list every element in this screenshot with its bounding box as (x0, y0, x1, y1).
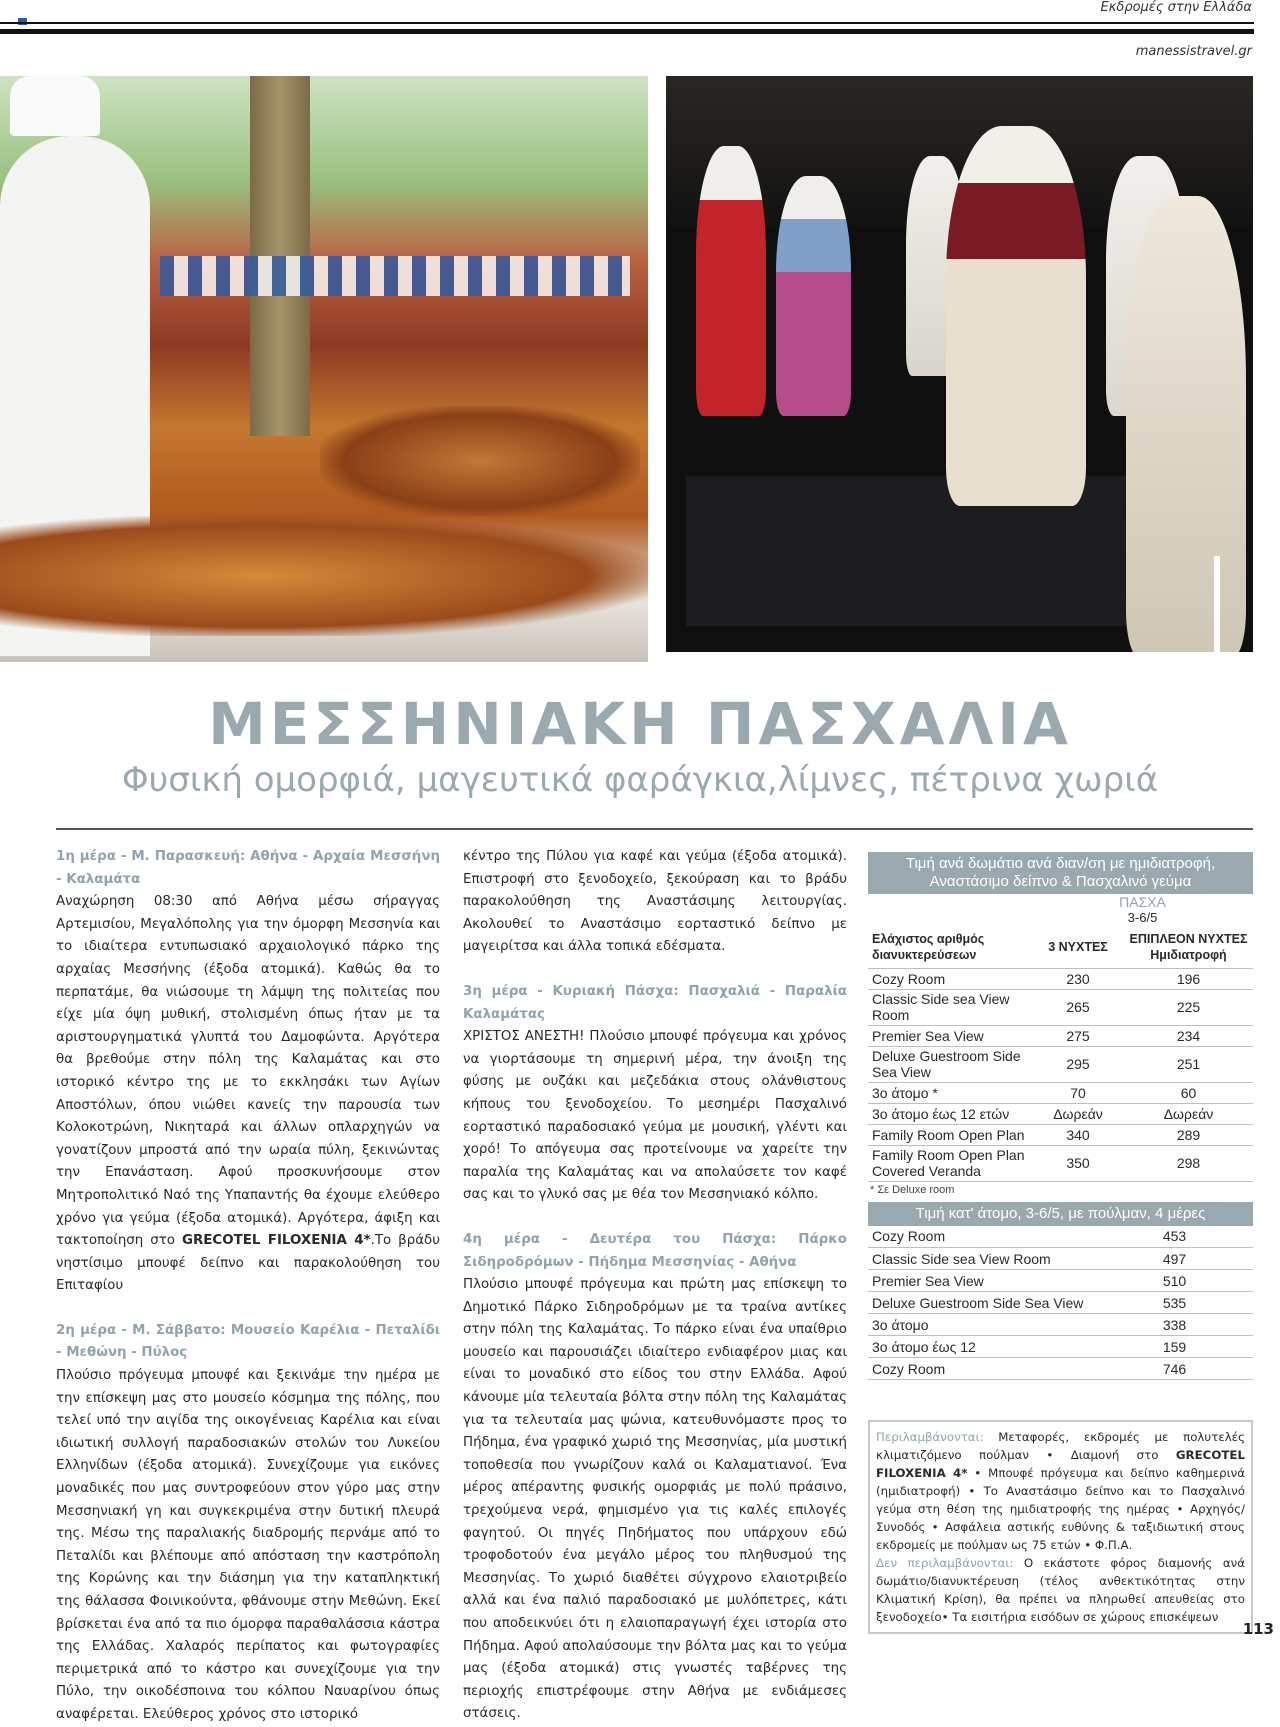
price-cell: 289 (1124, 1124, 1253, 1145)
table-row (868, 1124, 1253, 1145)
itinerary-column-1 (56, 846, 440, 1727)
column-header-min-nights: Ελάχιστος αριθμός διανυκτερεύσεων (868, 926, 1032, 968)
header-rule-thick (0, 29, 1254, 34)
page-subtitle: Φυσική ομορφιά, μαγευτικά φαράγκια,λίμνες, πέτρινα χωριά (121, 760, 1159, 800)
table-row (868, 1314, 1253, 1336)
included-hotel: GRECOTEL FILOXENIA 4* (876, 1448, 1245, 1480)
day-1-heading: 1η μέρα - Μ. Παρασκευή: Αθήνα - Αρχαία Μεσσήνη - Καλαμάτα (56, 849, 440, 887)
price-table-1 (868, 894, 1253, 1182)
price-cell: 510 (1096, 1270, 1253, 1292)
price-cell: 298 (1124, 1145, 1253, 1181)
room-type-cell: 3ο άτομο έως 12 ετών (868, 1103, 1032, 1124)
price-cell: 275 (1032, 1025, 1124, 1046)
room-type-cell: Cozy Room (868, 968, 1032, 989)
price-cell: 497 (1096, 1248, 1253, 1270)
price-cell: 234 (1124, 1025, 1253, 1046)
costume-figure-red (696, 146, 766, 416)
price-cell: 70 (1032, 1082, 1124, 1103)
room-type-cell: 3ο άτομο έως 12 (868, 1336, 1096, 1358)
price-cell: 265 (1032, 989, 1124, 1025)
room-type-cell: Deluxe Guestroom Side Sea View (868, 1292, 1096, 1314)
price-cell: 295 (1032, 1046, 1124, 1082)
included-label: Περιλαμβάνονται: (876, 1430, 984, 1444)
price-table-2 (868, 1226, 1253, 1381)
table-row (868, 1046, 1253, 1082)
price-cell: 340 (1032, 1124, 1124, 1145)
site-url[interactable]: manessistravel.gr (1135, 44, 1252, 59)
price-cell: 350 (1032, 1145, 1124, 1181)
day-1-text-a: Αναχώρηση 08:30 από Αθήνα μέσω σήραγγας Αρτεμισίου, Μεγαλόπολης για την όμορφη Μεσσηνία και το ιδιαίτερα εντυπωσιακό αρχαιολογικό πάρκο της αρχαίας Μεσσήνης (έξοδα ατομικά). Καθώς θα το περπατάμε, θα νιώσουμε τη λάμψη της πολιτείας που είχε μία όψη μυθική, στολισμένη όπως ήταν με τα αριστουργηματικά γλυπτά του Δαμοφώντα. Αργότερα θα βρεθούμε στην πόλη της Καλαμάτας και στο ιστορικό κέντρο της με το εκκλησάκι των Αγίων Αποστόλων, όπου νιώθει κανείς την παρουσία των Κολοκοτρώνη, Νικηταρά και άλλων οπλαρχηγών να γονατίζουν μπροστά από την ωραία πύλη, ξεκινώντας την Επανάσταση. Αφού προσκυνήσουμε στον Μητροπολιτικό Ναό της Υπαπαντής θα έχουμε ελεύθερο χρόνο για γεύμα (έξοδα ατομικά). Αργότερα, άφιξη και τακτοποίηση στο (56, 894, 440, 1249)
room-type-cell: Premier Sea View (868, 1270, 1096, 1292)
excluded-label: Δεν περιλαμβάνονται: (876, 1556, 1014, 1570)
table-row (868, 1103, 1253, 1124)
room-type-cell: Deluxe Guestroom Side Sea View (868, 1046, 1032, 1082)
section-title: Εκδρομές στην Ελλάδα (1100, 0, 1252, 15)
period-dates: 3-6/5 (1127, 910, 1158, 925)
day-4-text: Πλούσιο μπουφέ πρόγευμα και πρώτη μας επίσκεψη το Δημοτικό Πάρκο Σιδηροδρόμων με τα τραίνα αντίκες στην πόλη της Καλαμάτας. Το πάρκο είναι ένα υπαίθριο μουσείο και παρουσιάζει ιδιαίτερο ενδιαφέρον μιας και είναι το μοναδικό στο είδος του στην Ελλάδα. Αφού κάνουμε μία τελευταία βόλτα στην πόλη της Καλαμάτας για τα τελευταία μας ψώνια, κατευθυνόμαστε προς το Πήδημα, ένα γραφικό χωριό της Μεσσηνίας, μία μυστική τοποθεσία που γνωρίζουν καλά οι Καλαματιανοί. Ένα μέρος απέραντης φυσικής ομορφιάς με πολύ πράσινο, τρεχούμενα νερά, φημισμένο για τις καλές επιλογές φαγητού. Οι πηγές Πηδήματος που υπάρχουν εδώ τροφοδοτούν ένα μεγάλο μέρος του πληθυσμού της Μεσσηνίας. Το χωριό διαθέτει σύγχρονο ελαιοτριβείο αλλά και ένα παλιό παραδοσιακό με μυλόπετρες, κάτι που αποδεικνύει ότι η ελαιοπαραγωγή έχει ιστορία στο Πήδημα. Αφού απολαύσουμε την βόλτα μας και το γεύμα μας (έξοδα ατομικά) στις γνωστές ταβέρνες της περιοχής επιστρέφουμε στην Αθήνα με ενδιάμεσες στάσεις. (463, 1277, 847, 1722)
roast-lamb-shape (0, 516, 648, 636)
room-type-cell: Premier Sea View (868, 1025, 1032, 1046)
price-cell: 746 (1096, 1358, 1253, 1380)
room-type-cell: 3ο άτομο (868, 1314, 1096, 1336)
table-footnote: * Σε Deluxe room (870, 1183, 955, 1196)
page-header (0, 0, 1280, 40)
included-box (868, 1420, 1253, 1634)
column-header-3-nights: 3 ΝΥΧΤΕΣ (1032, 926, 1124, 968)
day-2-text-continued: κέντρο της Πύλου για καφέ και γεύμα (έξοδα ατομικά). Επιστροφή στο ξενοδοχείο, ξεκούραση και το βράδυ παρακολούθηση της Αναστάσιμης λειτουργίας. Ακολουθεί το Αναστάσιμο εορταστικό δείπνο με μαγειρίτσα και άλλα τοπικά εδέσματα. (463, 849, 847, 955)
header-rule-thin (0, 22, 1254, 24)
section-divider (56, 828, 1253, 830)
room-type-cell: Classic Side sea View Room (868, 989, 1032, 1025)
table-header-row (868, 894, 1253, 910)
photo-easter-lamb-roast (0, 76, 648, 662)
day-2-heading: 2η μέρα - Μ. Σάββατο: Μουσείο Καρέλια - Πεταλίδι - Μεθώνη - Πύλος (56, 1322, 440, 1361)
day-4-heading: 4η μέρα - Δευτέρα του Πάσχα: Πάρκο Σιδηροδρόμων - Πήδημα Μεσσηνίας - Αθήνα (463, 1231, 847, 1270)
price-table-2-title: Τιμή κατ' άτομο, 3-6/5, με πούλμαν, 4 μέρες (868, 1202, 1253, 1226)
day-1-hotel: GRECOTEL FILOXENIA 4* (181, 1233, 371, 1249)
price-cell: Δωρεάν (1124, 1103, 1253, 1124)
price-cell: 230 (1032, 968, 1124, 989)
price-cell: 251 (1124, 1046, 1253, 1082)
table-header-row (868, 910, 1253, 926)
room-type-cell: Family Room Open Plan (868, 1124, 1032, 1145)
table-row (868, 1082, 1253, 1103)
day-1-text (56, 891, 440, 1298)
photo-frame-bar (1214, 556, 1220, 652)
room-type-cell: Cozy Room (868, 1358, 1096, 1380)
price-cell: 60 (1124, 1082, 1253, 1103)
price-table-1-title: Τιμή ανά δωμάτιο ανά διαν/ση με ημιδιατροφή, Αναστάσιμο δείπνο & Πασχαλινό γεύμα (868, 852, 1253, 894)
photo-frame-bar (666, 652, 1253, 662)
room-type-cell: 3ο άτομο * (868, 1082, 1032, 1103)
costume-figure-wedding (1126, 196, 1246, 656)
included-text-a: Μεταφορές, εκδρομές με πολυτελές κλιματιζόμενο πούλμαν • Διαμονή στο (876, 1430, 1245, 1462)
table-header-row (868, 926, 1253, 968)
price-cell: 338 (1096, 1314, 1253, 1336)
day-3-text: ΧΡΙΣΤΟΣ ΑΝΕΣΤΗ! Πλούσιο μπουφέ πρόγευμα και χρόνος να γιορτάσουμε τη σημερινή μέρα, την άνοιξη της φύσης με ουζάκι και μεζεδάκια στους ολάνθιστους κήπους του ξενοδοχείου. Το μεσημέρι Πασχαλινό εορταστικό παραδοσιακό γεύμα με μουσική, γλέντι και χορό! Το απόγευμα σας προτείνουμε να χαρείτε την παραλία της Καλαμάτας και να απολαύσετε τον καφέ σας και το γλυκό σας με θέα τον Μεσσηνιακό κόλπο. (463, 1029, 847, 1203)
room-type-cell: Cozy Room (868, 1226, 1096, 1248)
excluded-text: Ο εκάστοτε φόρος διαμονής ανά δωμάτιο/διανυκτέρευση (τέλος ανθεκτικότητας στην Κλιματική Κρίση), θα πρέπει να πληρωθεί απευθείας στο ξενοδοχείο• Τα εισιτήρια εισόδων σε χώρους επισκέψεων (876, 1556, 1246, 1624)
room-type-cell: Family Room Open Plan Covered Veranda (868, 1145, 1032, 1181)
page-title: ΜΕΣΣΗΝΙΑΚΗ ΠΑΣΧΑΛΙΑ (208, 690, 1072, 758)
table-row (868, 1336, 1253, 1358)
table-row (868, 1358, 1253, 1380)
itinerary-column-2 (463, 846, 847, 1726)
bunting-flags-shape (160, 256, 630, 296)
day-3-heading: 3η μέρα - Κυριακή Πάσχα: Πασχαλιά - Παραλία Καλαμάτας (463, 983, 847, 1022)
table-row (868, 1292, 1253, 1314)
costume-figure-pink (776, 176, 851, 416)
roast-lamb-shape (320, 406, 640, 516)
day-1-text-b: .Το βράδυ νηστίσιμο μπουφέ δείπνο και παρακολούθηση του Επιταφίου (56, 1233, 440, 1294)
price-cell: 159 (1096, 1336, 1253, 1358)
day-2-text: Πλούσιο πρόγευμα μπουφέ και ξεκινάμε την ημέρα με την επίσκεψη μας στο μουσείο κόσμημα της πόλης, που τελεί υπό την αιγίδα της οικογένειας Καρέλια και είναι ιδιωτική συλλογή παραδοσιακών στολών του Λυκείου Ελληνίδων (έξοδα ατομικά). Συνεχίζουμε για εικόνες μοναδικές που μας συντροφεύουν στον γύρο μας στην Μεσσηνιακή γη και συγκεκριμένα στην δυτική πλευρά της. Μέσω της παραλιακής διαδρομής περνάμε από το Πεταλίδι και βλέπουμε από απόσταση την καστρόπολη της Κορώνης και την διάσημη για την καταπληκτική της θάλασσα Φοινικούντα, φθάνουμε στην Μεθώνη. Εκεί βρίσκεται ένα από τα πιο όμορφα παραθαλάσσια κάστρα της Ελλάδας. Χαλαρός περίπατος και φωτογραφίες περιμετρικά από το κάστρο και συνεχίζουμε για την Πύλο, την οικοδέσποινα του κόλπου Ναυαρίνου όπως αναφέρεται. Ελεύθερος χρόνος στο ιστορικό (56, 1368, 440, 1722)
price-cell: 225 (1124, 989, 1253, 1025)
table-row (868, 1025, 1253, 1046)
costume-figure-bridal (946, 126, 1086, 506)
table-row (868, 1270, 1253, 1292)
table-row (868, 1248, 1253, 1270)
table-row (868, 968, 1253, 989)
price-cell: 196 (1124, 968, 1253, 989)
page-number: 113 (1242, 1620, 1274, 1638)
price-cell: 535 (1096, 1292, 1253, 1314)
table-row (868, 1226, 1253, 1248)
room-type-cell: Classic Side sea View Room (868, 1248, 1096, 1270)
period-label: ΠΑΣΧΑ (1119, 894, 1166, 910)
included-text-b: • Μπουφέ πρόγευμα και δείπνο καθημερινά (ημιδιατροφή) • Το Αναστάσιμο δείπνο και το Πασχαλινό γεύμα στη θέση της ημιδιατροφής της ημέρας • Αρχηγός/Συνοδός • Ασφάλεια αστικής ευθύνης & ταξιδιωτική στους εκδρομείς με πούλμαν ως 75 ετών • Φ.Π.Α. (876, 1466, 1245, 1552)
price-cell: 453 (1096, 1226, 1253, 1248)
price-cell: Δωρεάν (1032, 1103, 1124, 1124)
table-row (868, 1145, 1253, 1181)
photo-costume-museum (666, 76, 1253, 662)
price-panel (868, 852, 1253, 1380)
table-row (868, 989, 1253, 1025)
column-header-extra-nights: ΕΠΙΠΛΕΟΝ ΝΥΧΤΕΣ Ημιδιατροφή (1124, 926, 1253, 968)
chef-hat-shape (10, 76, 100, 136)
